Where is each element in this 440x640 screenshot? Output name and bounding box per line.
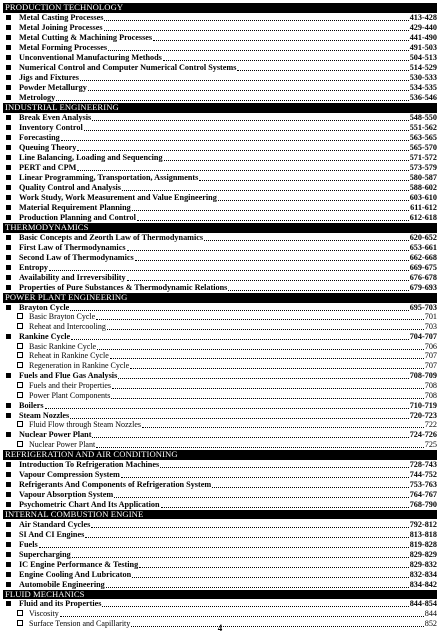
- hollow-square-bullet-icon: [17, 382, 23, 388]
- dot-leader: [45, 408, 409, 409]
- page-range: 571-572: [409, 152, 437, 162]
- entry-title: Fluid Flow through Steam Nozzles: [29, 420, 141, 430]
- entry-title: Viscosity: [29, 609, 59, 619]
- page-range: 536-546: [409, 93, 437, 103]
- page-range: 603-610: [409, 193, 437, 203]
- toc-subentry[interactable]: [3, 322, 437, 332]
- entry-title: Vapour Absorption System: [19, 489, 114, 499]
- toc-subentry[interactable]: [3, 391, 437, 401]
- entry-title: IC Engine Performance & Testing: [19, 559, 139, 569]
- toc-subentry[interactable]: [3, 361, 437, 371]
- section-header: THERMODYNAMICS: [3, 223, 437, 233]
- section-header: PRODUCTION TECHNOLOGY: [3, 3, 437, 13]
- dot-leader: [139, 567, 409, 568]
- toc-subentry[interactable]: [3, 342, 437, 352]
- hollow-square-bullet-icon: [17, 352, 23, 358]
- dot-leader: [92, 437, 408, 438]
- entry-title: Automobile Engineering: [19, 579, 105, 589]
- toc-entry[interactable]: [3, 193, 437, 203]
- entry-title: Production Planning and Control: [19, 213, 136, 223]
- entry-title: Numerical Control and Computer Numerical Control Systems: [19, 62, 237, 72]
- page-range: 744-752: [409, 469, 437, 479]
- dot-leader: [104, 30, 409, 31]
- dot-leader: [160, 467, 409, 468]
- dot-leader: [153, 40, 409, 41]
- entry-title: Supercharging: [19, 549, 71, 559]
- entry-title: Fuels and Flue Gas Analysis: [19, 371, 118, 381]
- dot-leader: [112, 388, 424, 389]
- square-bullet-icon: [6, 185, 11, 190]
- dot-leader: [108, 50, 409, 51]
- square-bullet-icon: [6, 582, 11, 587]
- entry-title: Nuclear Power Plant: [29, 440, 96, 450]
- page-range: 708: [424, 390, 437, 400]
- entry-title: Queuing Theory: [19, 142, 77, 152]
- dot-leader: [72, 557, 409, 558]
- section-header: FLUID MECHANICS: [3, 590, 437, 600]
- toc-entry[interactable]: [3, 143, 437, 153]
- entry-title: Line Balancing, Loading and Sequencing: [19, 152, 163, 162]
- square-bullet-icon: [6, 195, 11, 200]
- entry-title: Metal Cutting & Machining Processes: [19, 32, 153, 42]
- page-range: 612-618: [409, 213, 437, 223]
- entry-title: Rankine Cycle: [19, 332, 71, 342]
- entry-title: Material Requirement Planning: [19, 203, 131, 213]
- square-bullet-icon: [6, 85, 11, 90]
- square-bullet-icon: [6, 45, 11, 50]
- hollow-square-bullet-icon: [17, 323, 23, 329]
- toc-entry[interactable]: [3, 550, 437, 560]
- entry-title: Boilers: [19, 400, 44, 410]
- dot-leader: [107, 329, 424, 330]
- section-header: INDUSTRIAL ENGINEERING: [3, 103, 437, 113]
- entry-title: Brayton Cycle: [19, 302, 70, 312]
- dot-leader: [70, 310, 408, 311]
- toc-entry[interactable]: [3, 460, 437, 470]
- page-number: 4: [217, 623, 223, 633]
- page-range: 580-587: [409, 172, 437, 182]
- square-bullet-icon: [6, 542, 11, 547]
- square-bullet-icon: [6, 285, 11, 290]
- page-range: 534-535: [409, 82, 437, 92]
- toc-entry[interactable]: [3, 263, 437, 273]
- square-bullet-icon: [6, 55, 11, 60]
- toc-entry[interactable]: [3, 599, 437, 609]
- page-range: 728-743: [409, 459, 437, 469]
- square-bullet-icon: [6, 472, 11, 477]
- toc-entry[interactable]: [3, 43, 437, 53]
- toc-entry[interactable]: [3, 23, 437, 33]
- dot-leader: [49, 270, 409, 271]
- toc-entry[interactable]: [3, 530, 437, 540]
- entry-title: Fuels: [19, 539, 38, 549]
- dot-leader: [163, 60, 409, 61]
- page-range: 708: [424, 380, 437, 390]
- toc-subentry[interactable]: [3, 352, 437, 362]
- section-header: INTERNAL COMBUSTION ENGINE: [3, 510, 437, 520]
- dot-leader: [164, 160, 409, 161]
- toc-entry[interactable]: [3, 113, 437, 123]
- entry-title: Fuels and their Properties: [29, 380, 111, 390]
- entry-title: Jigs and Fixtures: [19, 72, 79, 82]
- page-range: 832-834: [409, 569, 437, 579]
- dot-leader: [135, 260, 409, 261]
- toc-entry[interactable]: [3, 33, 437, 43]
- page-range: 514-529: [409, 62, 437, 72]
- hollow-square-bullet-icon: [17, 441, 23, 447]
- page-range: 679-693: [409, 283, 437, 292]
- page-range: 441-490: [409, 32, 437, 42]
- entry-title: SI And CI Engines: [19, 529, 85, 539]
- square-bullet-icon: [6, 492, 11, 497]
- entry-title: Introduction To Refrigeration Machines: [19, 459, 160, 469]
- dot-leader: [70, 418, 408, 419]
- toc-subentry[interactable]: [3, 381, 437, 391]
- square-bullet-icon: [6, 305, 11, 310]
- entry-title: Unconventional Manufacturing Methods: [19, 52, 162, 62]
- toc-entry[interactable]: [3, 470, 437, 480]
- square-bullet-icon: [6, 432, 11, 437]
- entry-title: Steam Nozzles: [19, 410, 70, 420]
- entry-title: Metal Casting Processes: [19, 12, 104, 22]
- square-bullet-icon: [6, 175, 11, 180]
- entry-title: Nuclear Power Plant: [19, 430, 92, 440]
- dot-leader: [60, 616, 424, 617]
- entry-title: Psychometric Chart And Its Application: [19, 499, 160, 509]
- dot-leader: [88, 90, 409, 91]
- square-bullet-icon: [6, 115, 11, 120]
- entry-title: First Law of Thermodynamics: [19, 242, 126, 252]
- dot-leader: [121, 477, 409, 478]
- toc-entry[interactable]: [3, 411, 437, 421]
- dot-leader: [84, 130, 409, 131]
- square-bullet-icon: [6, 275, 11, 280]
- dot-leader: [85, 537, 408, 538]
- square-bullet-icon: [6, 165, 11, 170]
- toc-entry[interactable]: [3, 13, 437, 23]
- entry-title: Basic Brayton Cycle: [29, 312, 96, 322]
- square-bullet-icon: [6, 403, 11, 408]
- square-bullet-icon: [6, 205, 11, 210]
- dot-leader: [122, 190, 409, 191]
- page-range: 722: [424, 420, 437, 430]
- toc-entry[interactable]: [3, 371, 437, 381]
- page-range: 588-602: [409, 182, 437, 192]
- square-bullet-icon: [6, 532, 11, 537]
- section-header: POWER PLANT ENGINEERING: [3, 293, 437, 303]
- table-of-contents: [3, 3, 437, 629]
- square-bullet-icon: [6, 413, 11, 418]
- square-bullet-icon: [6, 462, 11, 467]
- square-bullet-icon: [6, 215, 11, 220]
- toc-entry[interactable]: [3, 480, 437, 490]
- dot-leader: [102, 606, 408, 607]
- toc-entry[interactable]: [3, 53, 437, 63]
- toc-entry[interactable]: [3, 163, 437, 173]
- square-bullet-icon: [6, 35, 11, 40]
- square-bullet-icon: [6, 145, 11, 150]
- page-range: 792-812: [409, 519, 437, 529]
- entry-title: Break Even Analysis: [19, 112, 92, 122]
- square-bullet-icon: [6, 235, 11, 240]
- entry-title: Powder Metallurgy: [19, 82, 87, 92]
- toc-entry[interactable]: [3, 303, 437, 313]
- square-bullet-icon: [6, 135, 11, 140]
- square-bullet-icon: [6, 15, 11, 20]
- dot-leader: [130, 368, 424, 369]
- page-range: 834-842: [409, 579, 437, 589]
- hollow-square-bullet-icon: [17, 343, 23, 349]
- page-range: 565-570: [409, 142, 437, 152]
- page-range: 530-533: [409, 72, 437, 82]
- square-bullet-icon: [6, 265, 11, 270]
- dot-leader: [96, 319, 424, 320]
- page-range: 764-767: [409, 489, 437, 499]
- page-range: 703: [424, 322, 437, 332]
- toc-entry[interactable]: [3, 540, 437, 550]
- dot-leader: [77, 150, 408, 151]
- toc-entry[interactable]: [3, 243, 437, 253]
- dot-leader: [118, 378, 408, 379]
- toc-entry[interactable]: [3, 490, 437, 500]
- dot-leader: [97, 349, 424, 350]
- page-range: 819-828: [409, 539, 437, 549]
- square-bullet-icon: [6, 562, 11, 567]
- page-range: 768-790: [409, 499, 437, 509]
- page-range: 813-818: [409, 529, 437, 539]
- page-range: 852: [424, 618, 437, 628]
- toc-subentry[interactable]: [3, 609, 437, 619]
- toc-entry[interactable]: [3, 519, 437, 529]
- hollow-square-bullet-icon: [17, 421, 23, 427]
- section-header: REFRIGERATION AND AIR CONDITIONING: [3, 450, 437, 460]
- dot-leader: [127, 280, 409, 281]
- entry-title: Regeneration in Rankine Cycle: [29, 361, 130, 371]
- page-range: 563-565: [409, 132, 437, 142]
- page-range: 724-726: [409, 430, 437, 440]
- entry-title: Basic Rankine Cycle: [29, 341, 97, 351]
- entry-title: Linear Programming, Transportation, Assignments: [19, 172, 199, 182]
- page-range: 708-709: [409, 371, 437, 381]
- dot-leader: [80, 80, 409, 81]
- toc-entry[interactable]: [3, 332, 437, 342]
- page-range: 844-854: [409, 599, 437, 609]
- page-range: 753-763: [409, 479, 437, 489]
- page-range: 620-652: [409, 232, 437, 242]
- dot-leader: [204, 240, 409, 241]
- page-range: 662-668: [409, 252, 437, 262]
- toc-entry[interactable]: [3, 63, 437, 73]
- square-bullet-icon: [6, 572, 11, 577]
- dot-leader: [91, 527, 408, 528]
- dot-leader: [92, 120, 409, 121]
- dot-leader: [199, 180, 408, 181]
- toc-entry[interactable]: [3, 203, 437, 213]
- dot-leader: [110, 358, 424, 359]
- square-bullet-icon: [6, 245, 11, 250]
- entry-title: Metal Joining Processes: [19, 22, 103, 32]
- entry-title: PERT and CPM: [19, 162, 77, 172]
- toc-entry[interactable]: [3, 233, 437, 243]
- dot-leader: [114, 497, 409, 498]
- page-range: 669-675: [409, 262, 437, 272]
- toc-subentry[interactable]: [3, 421, 437, 431]
- page-range: 491-503: [409, 42, 437, 52]
- hollow-square-bullet-icon: [17, 392, 23, 398]
- page-range: 829-832: [409, 559, 437, 569]
- entry-title: Metal Forming Processes: [19, 42, 108, 52]
- page-range: 704-707: [409, 332, 437, 342]
- page-range: 504-513: [409, 52, 437, 62]
- entry-title: Basic Concepts and Zeorth Law of Thermodynamics: [19, 232, 204, 242]
- dot-leader: [137, 220, 409, 221]
- entry-title: Engine Cooling And Lubricaton: [19, 569, 132, 579]
- entry-title: Metrology: [19, 93, 56, 103]
- page-range: 548-550: [409, 112, 437, 122]
- page-range: 551-562: [409, 122, 437, 132]
- page-range: 725: [424, 440, 437, 450]
- entry-title: Surface Tension and Capillarity: [29, 618, 131, 628]
- square-bullet-icon: [6, 125, 11, 130]
- toc-entry[interactable]: [3, 173, 437, 183]
- entry-title: Fluid and its Properties: [19, 599, 102, 609]
- dot-leader: [132, 577, 409, 578]
- square-bullet-icon: [6, 155, 11, 160]
- toc-entry[interactable]: [3, 123, 437, 133]
- toc-entry[interactable]: [3, 83, 437, 93]
- page-range: 710-719: [409, 400, 437, 410]
- square-bullet-icon: [6, 601, 11, 606]
- entry-title: Quality Control and Analysis: [19, 182, 121, 192]
- dot-leader: [71, 339, 409, 340]
- page-range: 844: [424, 609, 437, 619]
- dot-leader: [127, 250, 409, 251]
- entry-title: Refrigerants And Components of Refrigeration System: [19, 479, 212, 489]
- entry-title: Reheat and Intercooling: [29, 322, 106, 332]
- entry-title: Entropy: [19, 262, 48, 272]
- dot-leader: [106, 587, 409, 588]
- square-bullet-icon: [6, 95, 11, 100]
- page-range: 429-440: [409, 22, 437, 32]
- entry-title: Reheat in Rankine Cycle: [29, 351, 109, 361]
- dot-leader: [61, 140, 409, 141]
- hollow-square-bullet-icon: [17, 610, 23, 616]
- entry-title: Forecasting: [19, 132, 60, 142]
- entry-title: Inventory Control: [19, 122, 83, 132]
- page-range: 676-678: [409, 272, 437, 282]
- square-bullet-icon: [6, 522, 11, 527]
- page-range: 707: [424, 361, 437, 371]
- square-bullet-icon: [6, 65, 11, 70]
- toc-entry[interactable]: [3, 183, 437, 193]
- dot-leader: [56, 100, 408, 101]
- square-bullet-icon: [6, 75, 11, 80]
- entry-title: Availability and Irreversibility: [19, 272, 126, 282]
- page-range: 707: [424, 351, 437, 361]
- page-range: 413-428: [409, 12, 437, 22]
- hollow-square-bullet-icon: [17, 313, 23, 319]
- dot-leader: [212, 487, 409, 488]
- toc-entry[interactable]: [3, 560, 437, 570]
- square-bullet-icon: [6, 334, 11, 339]
- page-range: 706: [424, 341, 437, 351]
- square-bullet-icon: [6, 482, 11, 487]
- toc-entry[interactable]: [3, 273, 437, 283]
- page-range: 720-723: [409, 410, 437, 420]
- dot-leader: [77, 170, 408, 171]
- toc-entry[interactable]: [3, 253, 437, 263]
- page-range: 611-612: [410, 203, 437, 213]
- dot-leader: [161, 507, 409, 508]
- entry-title: Power Plant Components: [29, 390, 111, 400]
- dot-leader: [39, 547, 409, 548]
- dot-leader: [104, 20, 408, 21]
- page-range: 701: [424, 312, 437, 322]
- entry-title: Air Standard Cycles: [19, 519, 91, 529]
- entry-title: Vapour Compression System: [19, 469, 120, 479]
- square-bullet-icon: [6, 255, 11, 260]
- dot-leader: [218, 200, 409, 201]
- toc-subentry[interactable]: [3, 313, 437, 323]
- page-range: 695-703: [409, 302, 437, 312]
- page-range: 573-579: [409, 162, 437, 172]
- entry-title: Second Law of Thermodynamics: [19, 252, 134, 262]
- square-bullet-icon: [6, 25, 11, 30]
- dot-leader: [142, 427, 424, 428]
- dot-leader: [228, 290, 408, 291]
- square-bullet-icon: [6, 502, 11, 507]
- page-range: 829-829: [409, 549, 437, 559]
- toc-entry[interactable]: [3, 430, 437, 440]
- toc-entry[interactable]: [3, 133, 437, 143]
- entry-title: Properties of Pure Substances & Thermodynamic Relations: [19, 283, 228, 292]
- dot-leader: [132, 210, 409, 211]
- dot-leader: [96, 447, 424, 448]
- square-bullet-icon: [6, 552, 11, 557]
- hollow-square-bullet-icon: [17, 362, 23, 368]
- toc-entry[interactable]: [3, 570, 437, 580]
- square-bullet-icon: [6, 373, 11, 378]
- toc-entry[interactable]: [3, 73, 437, 83]
- dot-leader: [237, 70, 408, 71]
- entry-title: Work Study, Work Measurement and Value Engineering: [19, 193, 217, 203]
- page-range: 653-661: [409, 242, 437, 252]
- toc-entry[interactable]: [3, 153, 437, 163]
- dot-leader: [111, 398, 423, 399]
- toc-entry[interactable]: [3, 401, 437, 411]
